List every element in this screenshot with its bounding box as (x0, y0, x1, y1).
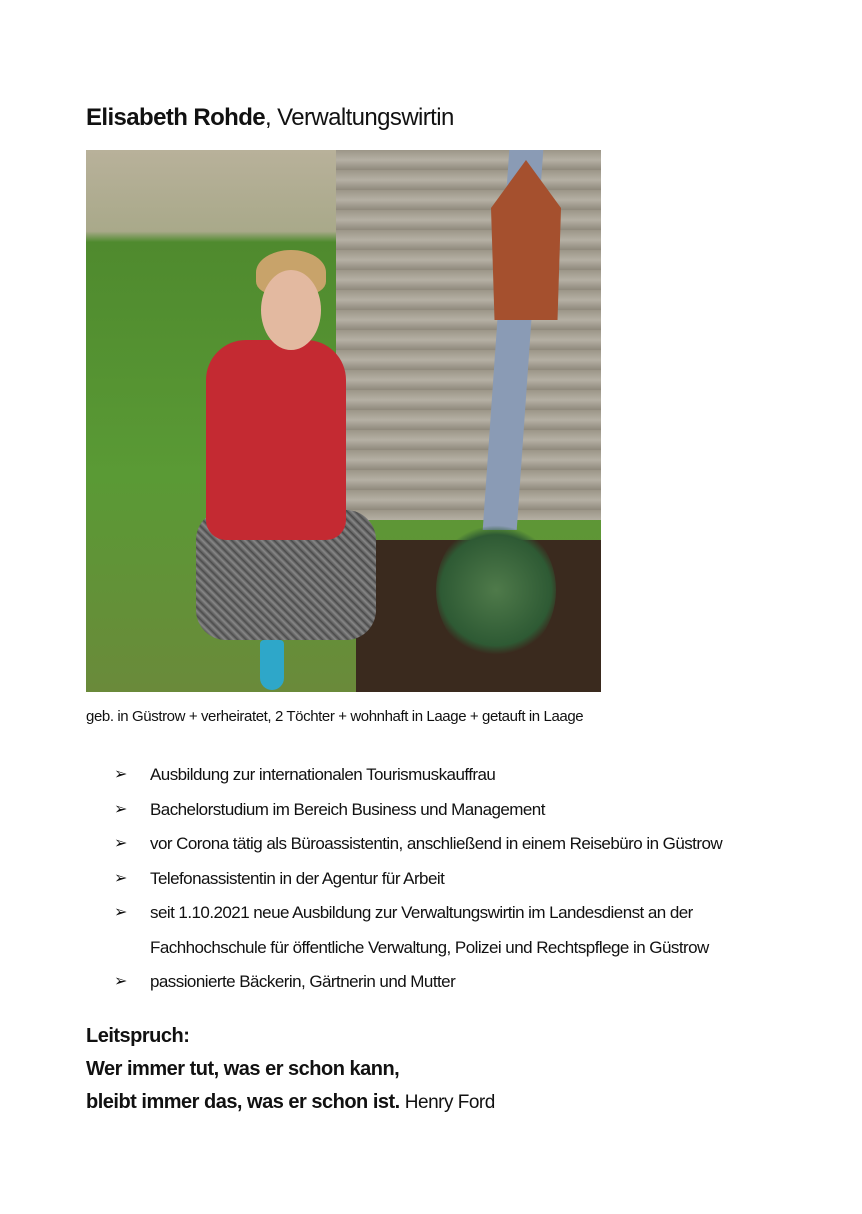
list-item-text: vor Corona tätig als Büroassistentin, anschließend in einem Reisebüro in Güstrow (150, 834, 723, 853)
list-item (114, 896, 780, 965)
list-item-text: Telefonassistentin in der Agentur für Arbeit (150, 868, 445, 888)
list-item (114, 965, 814, 1000)
motto-line-1: Wer immer tut, was er schon kann, (86, 1058, 400, 1080)
motto-line-2: bleibt immer das, was er schon ist. (86, 1091, 400, 1113)
motto-label: Leitspruch: (86, 1025, 190, 1047)
arrow-bullet-icon: ➢ (114, 835, 127, 852)
list-item (114, 758, 814, 793)
person (196, 230, 396, 670)
list-item-text: Ausbildung zur internationalen Tourismuskauffrau (150, 765, 496, 784)
jacket (206, 340, 346, 540)
portrait-photo (86, 150, 601, 692)
motto-author: Henry Ford (404, 1092, 495, 1113)
list-item-text: passionierte Bäckerin, Gärtnerin und Mutter (150, 972, 456, 991)
list-item (114, 827, 814, 862)
arrow-bullet-icon: ➢ (114, 869, 127, 887)
photo-caption: geb. in Güstrow + verheiratet, 2 Töchter + wohnhaft in Laage + getauft in Laage (86, 708, 584, 725)
list-item (114, 793, 814, 828)
list-item-text: seit 1.10.2021 neue Ausbildung zur Verwaltungswirtin im Landesdienst an der Fachhochschule für öffentliche Verwaltung, Polizei und Rechtspflege in Güstrow (150, 903, 709, 957)
list-item-text: Bachelorstudium im Bereich Business und Management (150, 799, 545, 819)
arrow-bullet-icon: ➢ (114, 766, 127, 783)
head (261, 270, 321, 350)
rose-plant (436, 520, 556, 660)
bio-list (114, 758, 814, 1000)
arrow-bullet-icon: ➢ (114, 973, 127, 990)
motto (86, 1020, 495, 1119)
trowel (260, 640, 284, 690)
arrow-bullet-icon: ➢ (114, 800, 127, 818)
person-role: , Verwaltungswirtin (265, 104, 454, 131)
person-name: Elisabeth Rohde (86, 104, 266, 131)
arrow-bullet-icon: ➢ (114, 904, 127, 921)
page-title (86, 104, 454, 132)
list-item (114, 862, 814, 897)
